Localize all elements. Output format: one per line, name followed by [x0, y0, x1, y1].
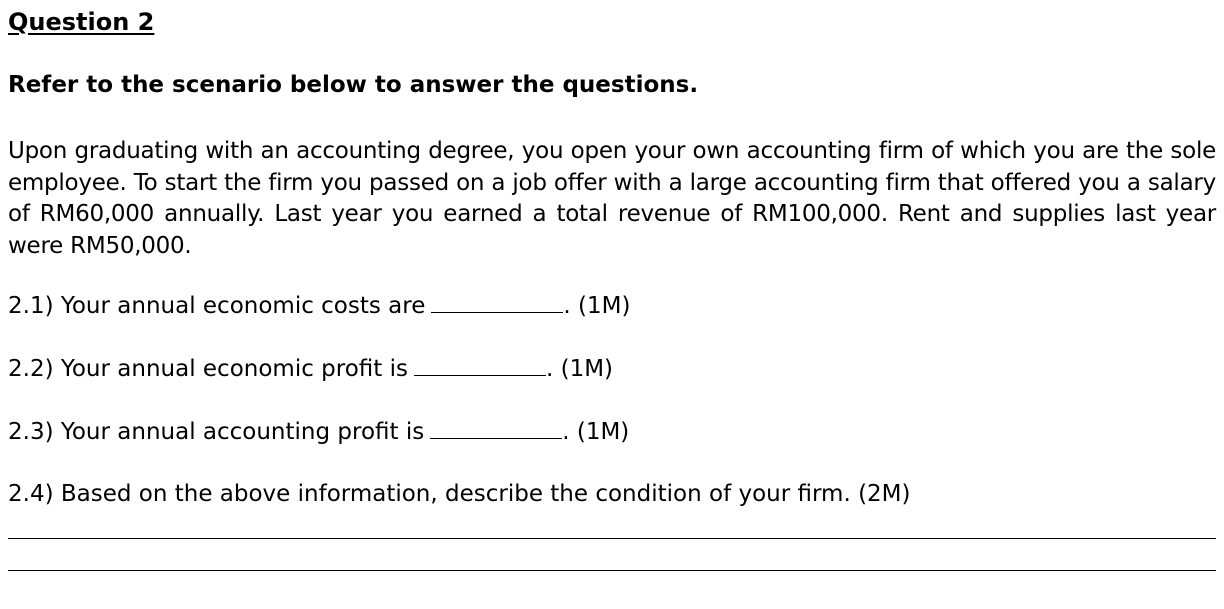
- subquestion-2-4-text: 2.4) Based on the above information, describe the condition of your firm. (2M): [8, 481, 911, 507]
- subquestion-2-4: [8, 481, 911, 507]
- scenario-paragraph: Upon graduating with an accounting degree, you open your own accounting firm of which you are the sole employee. To start the firm you passed on a job offer with a large accounting firm that offered you a salary of RM60,000 annually. Last year you earned a total revenue of RM100,000. Rent and supplies last year were RM50,000.: [8, 138, 1216, 259]
- question-title: Question 2: [8, 8, 155, 36]
- subquestion-2-2: [8, 355, 613, 382]
- answer-line-1[interactable]: [8, 538, 1216, 539]
- answer-blank-2-3[interactable]: [430, 418, 562, 439]
- subquestion-2-1-marks: . (1M): [563, 293, 631, 319]
- subquestion-2-1: [8, 292, 630, 319]
- subquestion-2-3: [8, 418, 629, 445]
- answer-blank-2-2[interactable]: [414, 355, 546, 376]
- answer-line-2[interactable]: [8, 570, 1216, 571]
- question-instruction: Refer to the scenario below to answer the questions.: [8, 72, 699, 98]
- subquestion-2-3-marks: . (1M): [562, 419, 630, 445]
- subquestion-2-2-marks: . (1M): [545, 356, 614, 382]
- subquestion-2-3-text: 2.3) Your annual accounting profit is: [8, 419, 425, 445]
- answer-blank-2-1[interactable]: [431, 292, 563, 313]
- subquestion-2-2-text: 2.2) Your annual economic profit is: [8, 356, 408, 382]
- subquestion-2-1-text: 2.1) Your annual economic costs are: [8, 293, 426, 319]
